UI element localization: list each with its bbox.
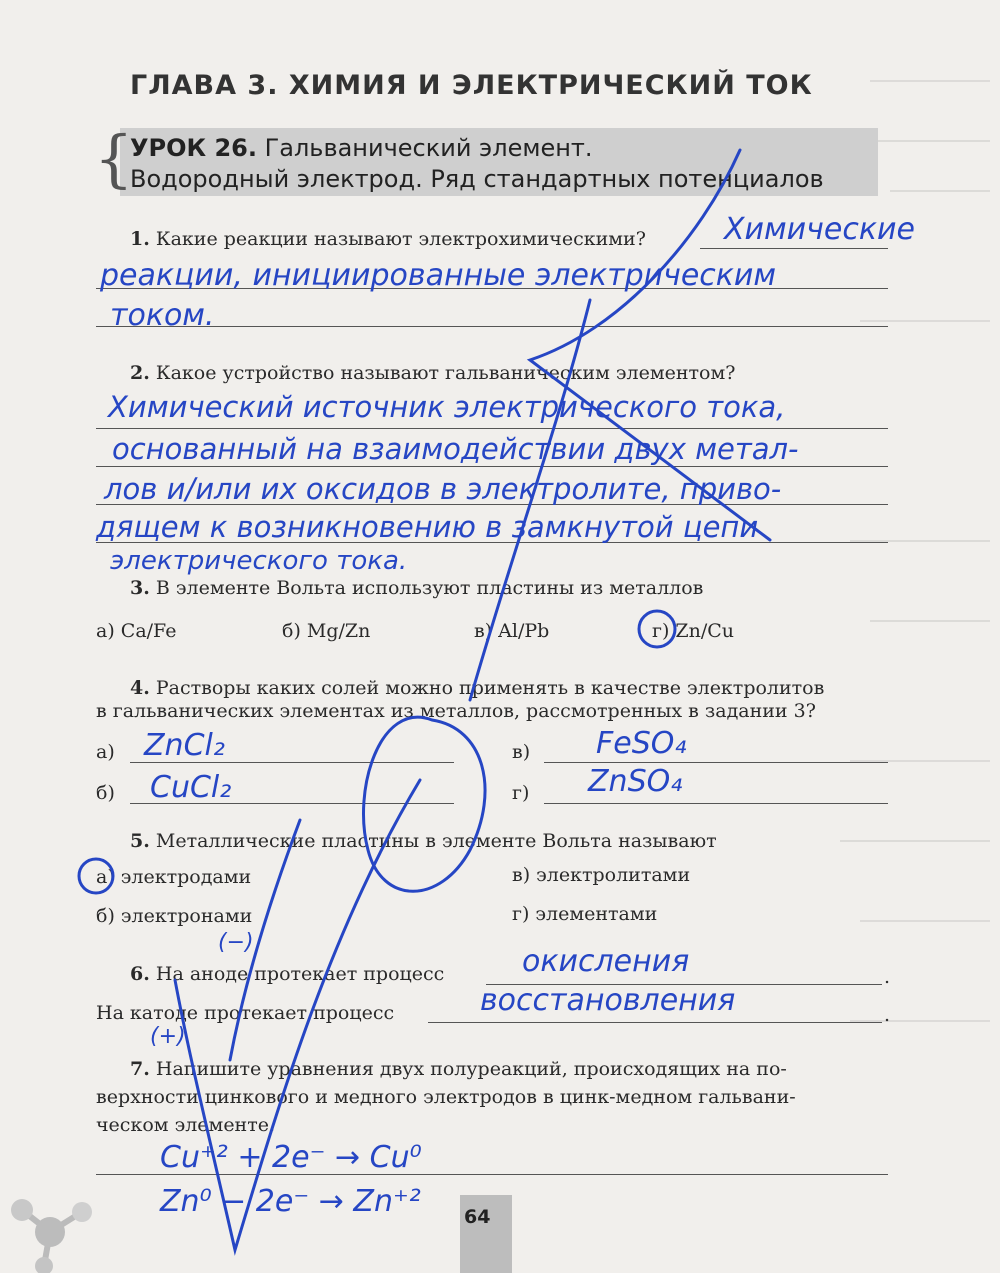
answer-line bbox=[544, 803, 888, 804]
q2-answer-line5: электрического тока. bbox=[110, 546, 408, 576]
q1-question bbox=[130, 228, 646, 250]
q1-answer-line2: реакции, инициированные электрическим bbox=[100, 258, 777, 293]
q2-text: Какое устройство называют гальваническим элементом? bbox=[155, 362, 736, 384]
q5-option-d[interactable]: г) элементами bbox=[512, 903, 658, 925]
answer-line bbox=[96, 428, 888, 429]
q1-answer-line1: Химические bbox=[724, 212, 915, 247]
chapter-title: ГЛАВА 3. ХИМИЯ И ЭЛЕКТРИЧЕСКИЙ ТОК bbox=[130, 70, 813, 101]
q7-answer1: Cu⁺² + 2e⁻ → Cu⁰ bbox=[160, 1140, 422, 1175]
q1-number: 1. bbox=[130, 228, 150, 250]
q7-answer2: Zn⁰ − 2e⁻ → Zn⁺² bbox=[160, 1184, 421, 1219]
q2-answer-line4: дящем к возникновению в замкнутой цепи bbox=[96, 510, 759, 544]
q2-answer-line2: основанный на взаимодействии двух метал- bbox=[112, 432, 799, 466]
q4-answer-b: CuCl₂ bbox=[150, 770, 232, 805]
grade-letter-o bbox=[364, 717, 486, 891]
q7-number: 7. bbox=[130, 1058, 150, 1080]
q3-option-b[interactable]: б) Mg/Zn bbox=[282, 620, 371, 642]
q3-question bbox=[130, 577, 703, 599]
q5-text: Металлические пластины в элементе Вольта называют bbox=[155, 830, 717, 852]
q5-option-c[interactable]: в) электролитами bbox=[512, 864, 691, 886]
q2-answer-line3: лов и/или их оксидов в электролите, приво- bbox=[104, 472, 782, 506]
q3-text: В элементе Вольта используют пластины из металлов bbox=[155, 577, 704, 599]
lesson-title-line2: Водородный электрод. Ряд стандартных потенциалов bbox=[130, 165, 824, 193]
q4-label-a: а) bbox=[96, 741, 115, 763]
q6-number: 6. bbox=[130, 963, 150, 985]
q4-text: Растворы каких солей можно применять в качестве электролитов bbox=[155, 677, 825, 699]
q4-answer-d: ZnSO₄ bbox=[588, 764, 683, 799]
q6-line1 bbox=[130, 963, 444, 985]
q3-option-d[interactable]: г) Zn/Cu bbox=[652, 620, 735, 642]
q4-answer-c: FeSO₄ bbox=[596, 726, 687, 761]
q1-text: Какие реакции называют электрохимическими? bbox=[155, 228, 646, 250]
q1-answer-line3: током. bbox=[110, 298, 215, 333]
answer-line bbox=[428, 1022, 882, 1023]
q6-text1: На аноде протекает процесс bbox=[155, 963, 445, 985]
period: . bbox=[884, 966, 891, 988]
q4-label-c: в) bbox=[512, 741, 531, 763]
q5-option-b[interactable]: б) электронами bbox=[96, 905, 253, 927]
molecule-icon bbox=[0, 1170, 110, 1273]
q4-question-line2: в гальванических элементах из металлов, рассмотренных в задании 3? bbox=[96, 700, 816, 722]
cathode-sign: (+) bbox=[150, 1024, 186, 1049]
q4-label-d: г) bbox=[512, 782, 530, 804]
q6-line2: На катоде протекает процесс bbox=[96, 1002, 395, 1024]
q3-option-a[interactable]: а) Ca/Fe bbox=[96, 620, 177, 642]
q4-question-line1 bbox=[130, 677, 824, 699]
q4-label-b: б) bbox=[96, 782, 115, 804]
show-through-text bbox=[840, 60, 1000, 1060]
lesson-title: Гальванический элемент. bbox=[264, 134, 593, 162]
brace-decoration: { bbox=[94, 122, 134, 195]
q5-question bbox=[130, 830, 717, 852]
q4-number: 4. bbox=[130, 677, 150, 699]
answer-line bbox=[700, 248, 888, 249]
q7-line2: верхности цинкового и медного электродов в цинк-медном гальвани- bbox=[96, 1086, 796, 1108]
q4-answer-a: ZnCl₂ bbox=[144, 728, 225, 763]
q6-answer-anode: окисления bbox=[522, 944, 690, 979]
answer-line bbox=[96, 466, 888, 467]
q5-option-a[interactable]: а) электродами bbox=[96, 866, 252, 888]
q3-number: 3. bbox=[130, 577, 150, 599]
q5-number: 5. bbox=[130, 830, 150, 852]
answer-line bbox=[96, 326, 888, 327]
q3-option-c[interactable]: в) Al/Pb bbox=[474, 620, 550, 642]
q7-line3: ческом элементе. bbox=[96, 1114, 276, 1136]
q2-answer-line1: Химический источник электрического тока, bbox=[108, 390, 786, 424]
page-number: 64 bbox=[464, 1206, 491, 1228]
q7-text1: Напишите уравнения двух полуреакций, происходящих на по- bbox=[155, 1058, 787, 1080]
period: . bbox=[884, 1004, 891, 1026]
lesson-title-line1 bbox=[130, 134, 593, 162]
q7-line1 bbox=[130, 1058, 787, 1080]
q2-number: 2. bbox=[130, 362, 150, 384]
answer-line bbox=[544, 762, 888, 763]
lesson-label: УРОК 26. bbox=[130, 134, 257, 162]
anode-sign: (−) bbox=[218, 930, 254, 955]
q6-answer-cathode: восстановления bbox=[480, 983, 736, 1018]
q2-question bbox=[130, 362, 735, 384]
